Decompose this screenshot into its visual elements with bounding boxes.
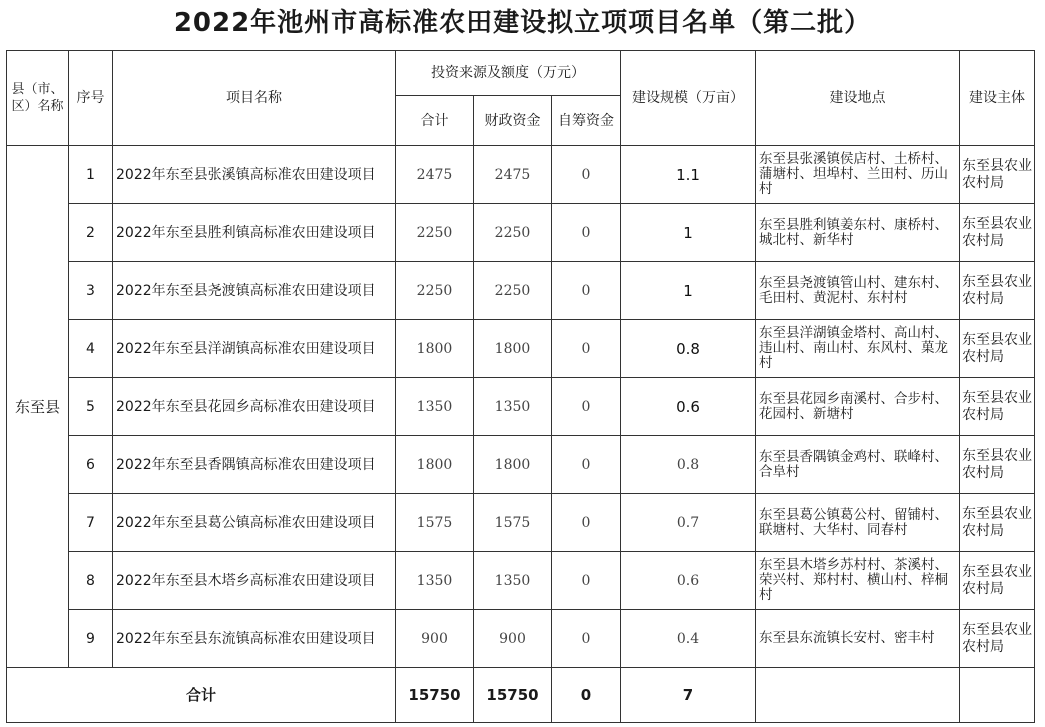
row-scale: 0.8 <box>621 320 756 378</box>
row-fiscal: 1800 <box>474 436 552 494</box>
table-row <box>7 146 1035 204</box>
row-owner: 东至县农业农村局 <box>960 378 1035 436</box>
table-row <box>7 262 1035 320</box>
table-row <box>7 204 1035 262</box>
header-county: 县（市、区）名称 <box>7 51 69 146</box>
row-owner: 东至县农业农村局 <box>960 436 1035 494</box>
header-funding: 投资来源及额度（万元） <box>396 51 621 96</box>
row-fiscal: 1800 <box>474 320 552 378</box>
row-self: 0 <box>552 320 621 378</box>
row-location: 东至县张溪镇侯店村、土桥村、蒲塘村、坦埠村、兰田村、历山村 <box>756 146 960 204</box>
row-seq: 3 <box>69 262 113 320</box>
row-self: 0 <box>552 204 621 262</box>
totals-total: 15750 <box>396 668 474 723</box>
row-scale: 0.4 <box>621 610 756 668</box>
header-owner: 建设主体 <box>960 51 1035 146</box>
row-self: 0 <box>552 378 621 436</box>
row-scale: 1.1 <box>621 146 756 204</box>
row-total: 1350 <box>396 378 474 436</box>
table-row <box>7 494 1035 552</box>
row-project-name: 2022年东至县胜利镇高标准农田建设项目 <box>113 204 396 262</box>
header-seq: 序号 <box>69 51 113 146</box>
row-fiscal: 1350 <box>474 378 552 436</box>
row-total: 1800 <box>396 436 474 494</box>
row-location: 东至县花园乡南溪村、合步村、花园村、新塘村 <box>756 378 960 436</box>
row-seq: 7 <box>69 494 113 552</box>
row-project-name: 2022年东至县东流镇高标准农田建设项目 <box>113 610 396 668</box>
row-seq: 8 <box>69 552 113 610</box>
row-total: 1575 <box>396 494 474 552</box>
row-seq: 2 <box>69 204 113 262</box>
row-owner: 东至县农业农村局 <box>960 262 1035 320</box>
row-project-name: 2022年东至县木塔乡高标准农田建设项目 <box>113 552 396 610</box>
row-self: 0 <box>552 436 621 494</box>
totals-row <box>7 668 1035 723</box>
row-fiscal: 900 <box>474 610 552 668</box>
row-seq: 4 <box>69 320 113 378</box>
row-total: 900 <box>396 610 474 668</box>
row-owner: 东至县农业农村局 <box>960 552 1035 610</box>
row-self: 0 <box>552 610 621 668</box>
row-project-name: 2022年东至县尧渡镇高标准农田建设项目 <box>113 262 396 320</box>
row-scale: 0.6 <box>621 552 756 610</box>
row-fiscal: 2475 <box>474 146 552 204</box>
county-name: 东至县 <box>7 146 69 668</box>
table-row <box>7 552 1035 610</box>
header-location: 建设地点 <box>756 51 960 146</box>
row-fiscal: 1350 <box>474 552 552 610</box>
row-location: 东至县尧渡镇管山村、建东村、毛田村、黄泥村、东村村 <box>756 262 960 320</box>
row-total: 1800 <box>396 320 474 378</box>
totals-label: 合计 <box>7 668 396 723</box>
row-project-name: 2022年东至县洋湖镇高标准农田建设项目 <box>113 320 396 378</box>
row-fiscal: 2250 <box>474 262 552 320</box>
table-row <box>7 320 1035 378</box>
row-scale: 0.7 <box>621 494 756 552</box>
row-location: 东至县香隅镇金鸡村、联峰村、合阜村 <box>756 436 960 494</box>
row-fiscal: 1575 <box>474 494 552 552</box>
totals-location-empty <box>756 668 960 723</box>
header-fiscal: 财政资金 <box>474 96 552 146</box>
row-self: 0 <box>552 146 621 204</box>
row-seq: 9 <box>69 610 113 668</box>
row-project-name: 2022年东至县葛公镇高标准农田建设项目 <box>113 494 396 552</box>
row-project-name: 2022年东至县张溪镇高标准农田建设项目 <box>113 146 396 204</box>
document-title: 2022年池州市高标准农田建设拟立项项目名单（第二批） <box>173 8 872 38</box>
totals-self: 0 <box>552 668 621 723</box>
table-row <box>7 436 1035 494</box>
row-owner: 东至县农业农村局 <box>960 494 1035 552</box>
row-seq: 6 <box>69 436 113 494</box>
row-owner: 东至县农业农村局 <box>960 320 1035 378</box>
header-scale: 建设规模（万亩） <box>621 51 756 146</box>
row-seq: 5 <box>69 378 113 436</box>
row-project-name: 2022年东至县花园乡高标准农田建设项目 <box>113 378 396 436</box>
row-owner: 东至县农业农村局 <box>960 610 1035 668</box>
row-location: 东至县木塔乡苏村村、茶溪村、荣兴村、郑村村、横山村、梓桐村 <box>756 552 960 610</box>
row-scale: 1 <box>621 262 756 320</box>
row-self: 0 <box>552 552 621 610</box>
project-table <box>6 50 1035 723</box>
header-self: 自筹资金 <box>552 96 621 146</box>
row-total: 2250 <box>396 204 474 262</box>
totals-scale: 7 <box>621 668 756 723</box>
row-seq: 1 <box>69 146 113 204</box>
row-total: 2250 <box>396 262 474 320</box>
header-project-name: 项目名称 <box>113 51 396 146</box>
row-location: 东至县葛公镇葛公村、留铺村、联塘村、大华村、同春村 <box>756 494 960 552</box>
row-total: 1350 <box>396 552 474 610</box>
table-row <box>7 610 1035 668</box>
row-total: 2475 <box>396 146 474 204</box>
row-scale: 0.8 <box>621 436 756 494</box>
row-self: 0 <box>552 262 621 320</box>
header-total: 合计 <box>396 96 474 146</box>
row-owner: 东至县农业农村局 <box>960 204 1035 262</box>
row-location: 东至县洋湖镇金塔村、高山村、违山村、南山村、东风村、菓龙村 <box>756 320 960 378</box>
totals-owner-empty <box>960 668 1035 723</box>
row-location: 东至县东流镇长安村、密丰村 <box>756 610 960 668</box>
row-scale: 0.6 <box>621 378 756 436</box>
row-project-name: 2022年东至县香隅镇高标准农田建设项目 <box>113 436 396 494</box>
row-scale: 1 <box>621 204 756 262</box>
table-row <box>7 378 1035 436</box>
totals-fiscal: 15750 <box>474 668 552 723</box>
row-owner: 东至县农业农村局 <box>960 146 1035 204</box>
row-fiscal: 2250 <box>474 204 552 262</box>
row-location: 东至县胜利镇姜东村、康桥村、城北村、新华村 <box>756 204 960 262</box>
row-self: 0 <box>552 494 621 552</box>
